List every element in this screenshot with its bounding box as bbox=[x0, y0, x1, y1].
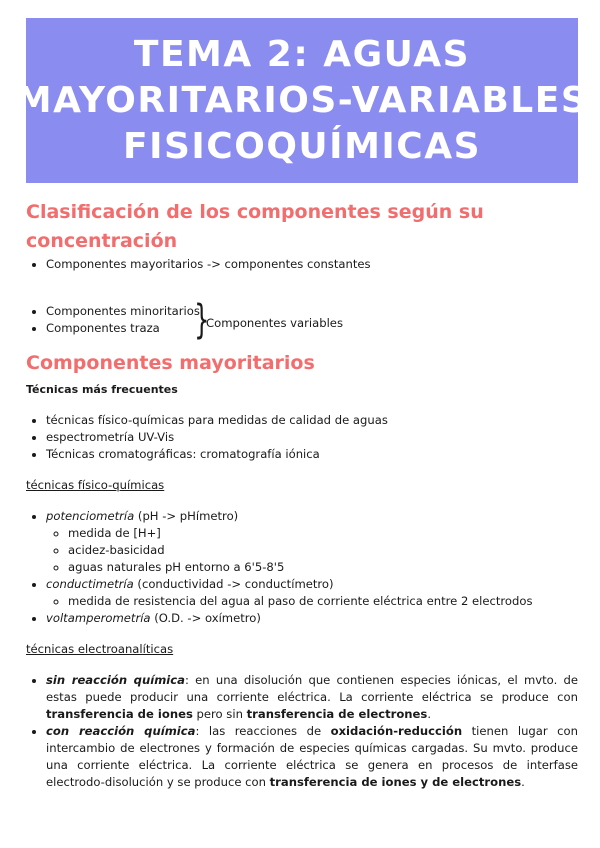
list-item: • Componentes traza bbox=[46, 320, 200, 337]
title-line-1: TEMA 2: AGUAS bbox=[133, 33, 471, 75]
section-heading-mayoritarios: Componentes mayoritarios bbox=[26, 352, 315, 374]
fq-techniques-list bbox=[26, 508, 578, 627]
ea-techniques-list bbox=[26, 672, 578, 791]
fq-techniques-title: técnicas físico-químicas bbox=[26, 478, 165, 492]
bold-text: transferencia de iones bbox=[46, 707, 193, 721]
term: con reacción química bbox=[46, 724, 196, 738]
list-item: • Componentes minoritarios bbox=[46, 303, 200, 320]
text: tienen lugar con intercambio de electrones y formación de especies químicas cargadas. Su mvto. produce una corriente eléctrica. La corriente eléctrica se genera en procesos de interfase electrodo-disolución y se produce con bbox=[46, 724, 578, 789]
list-item: • Componentes mayoritarios -> componentes constantes bbox=[46, 256, 578, 273]
title-line-2: MAYORITARIOS-VARIABLES bbox=[15, 79, 589, 121]
sub-list bbox=[46, 593, 578, 610]
major-components-list bbox=[26, 256, 578, 273]
text: . bbox=[427, 707, 431, 721]
text: : en una disolución que contienen especies iónicas, el mvto. de estas puede producir una corriente eléctrica. La corriente eléctrica se produce con bbox=[46, 673, 578, 704]
term-detail: (O.D. -> oxímetro) bbox=[150, 611, 261, 625]
term-detail: (conductividad -> conductímetro) bbox=[133, 577, 334, 591]
heading-line-2: concentración bbox=[26, 230, 178, 252]
list-item-voltamperometria bbox=[46, 610, 578, 627]
techniques-title: Técnicas más frecuentes bbox=[26, 383, 178, 396]
text: pero sin bbox=[192, 707, 247, 721]
term-detail: (pH -> pHímetro) bbox=[134, 509, 239, 523]
title-banner bbox=[15, 18, 589, 183]
variable-components-group bbox=[26, 297, 578, 343]
heading-line-1: Clasificación de los componentes según su bbox=[26, 201, 484, 223]
section-heading-clasificacion bbox=[26, 198, 578, 256]
title-line-3: FISICOQUÍMICAS bbox=[123, 125, 481, 167]
minor-components-list bbox=[26, 303, 200, 337]
bold-text: transferencia de iones y de electrones bbox=[269, 775, 522, 789]
list-item: • espectrometría UV-Vis bbox=[46, 429, 578, 446]
bold-text: oxidación-reducción bbox=[330, 724, 463, 738]
sub-list-item: ◦ aguas naturales pH entorno a 6'5-8'5 bbox=[68, 559, 578, 576]
term: conductimetría bbox=[46, 577, 134, 591]
list-item: • Técnicas cromatográficas: cromatografía iónica bbox=[46, 446, 578, 463]
term: potenciometría bbox=[46, 509, 135, 523]
ea-techniques-title: técnicas electroanalíticas bbox=[26, 642, 174, 656]
list-item-con-reaccion bbox=[46, 723, 578, 791]
bold-text: transferencia de electrones bbox=[246, 707, 428, 721]
list-item-sin-reaccion bbox=[46, 672, 578, 723]
term: sin reacción química bbox=[46, 673, 185, 687]
sub-list bbox=[46, 525, 578, 576]
list-item-potenciometria bbox=[46, 508, 578, 576]
document-body bbox=[26, 198, 578, 791]
sub-list-item: ◦ acidez-basicidad bbox=[68, 542, 578, 559]
list-item: • técnicas físico-químicas para medidas de calidad de aguas bbox=[46, 412, 578, 429]
techniques-list bbox=[26, 412, 578, 463]
sub-list-item: ◦ medida de [H+] bbox=[68, 525, 578, 542]
list-item-conductimetria bbox=[46, 576, 578, 610]
text: . bbox=[521, 775, 525, 789]
brace-icon: } bbox=[194, 297, 210, 343]
term: voltamperometría bbox=[46, 611, 151, 625]
text: : las reacciones de bbox=[195, 724, 331, 738]
brace-label: Componentes variables bbox=[206, 316, 343, 330]
sub-list-item: ◦ medida de resistencia del agua al paso de corriente eléctrica entre 2 electrodos bbox=[68, 593, 578, 610]
